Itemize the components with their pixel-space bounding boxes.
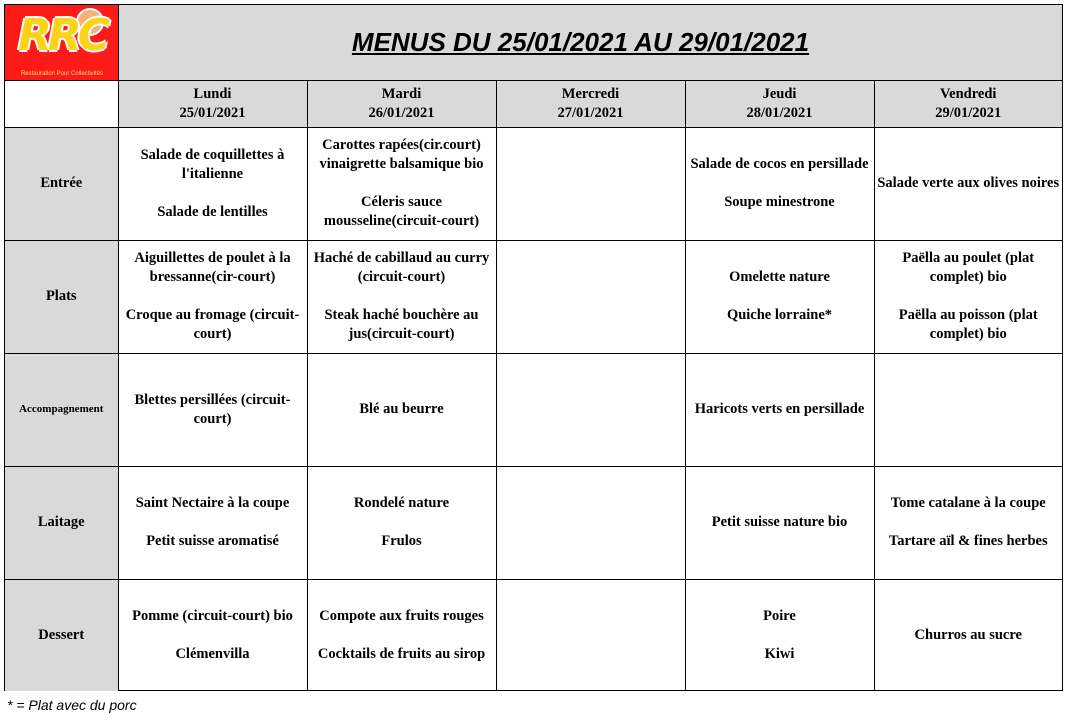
rrc-logo [5, 5, 119, 81]
dish-item: Paëlla au poisson (plat complet) bio [898, 307, 1038, 342]
dish-spacer [121, 626, 305, 645]
dish-spacer [310, 174, 494, 193]
logo-tagline: Restauration Pour Collectivités [20, 71, 104, 77]
menu-cell [118, 579, 307, 691]
logo-letters: RRC [17, 10, 107, 61]
menu-cell [496, 353, 685, 466]
menu-cell [307, 353, 496, 466]
corner-cell [5, 81, 118, 127]
day-date: 27/01/2021 [557, 104, 624, 121]
menu-table [5, 81, 1062, 691]
dish-item: Omelette nature [729, 269, 830, 285]
day-header-mercredi [496, 81, 685, 127]
menu-cell [685, 466, 874, 579]
menu-cell [874, 240, 1062, 353]
day-header-row [5, 81, 1062, 127]
dish-item: Carottes rapées(cir.court) vinaigrette balsamique bio [319, 137, 484, 172]
dish-item: Quiche lorraine* [726, 307, 833, 323]
dish-item: Blé au beurre [359, 401, 444, 417]
meal-label: Plats [5, 240, 118, 353]
day-header-jeudi [685, 81, 874, 127]
day-name: Mercredi [561, 85, 620, 102]
menu-cell [118, 466, 307, 579]
dish-item: Petit suisse aromatisé [146, 533, 279, 549]
menu-cell [685, 127, 874, 240]
day-header-lundi [118, 81, 307, 127]
dish-item: Salade de cocos en persillade [690, 156, 869, 172]
dish-item: Frulos [381, 533, 422, 549]
menu-cell [496, 579, 685, 691]
day-date: 29/01/2021 [935, 104, 1002, 121]
meal-row-3 [5, 466, 1062, 579]
day-name: Vendredi [940, 85, 997, 102]
dish-item: Salade de coquillettes à l'italienne [140, 146, 285, 182]
day-date: 25/01/2021 [179, 104, 246, 121]
dish-item: Clémenvilla [175, 645, 250, 662]
dish-item: Compote aux fruits rouges [319, 607, 484, 624]
dish-spacer [310, 513, 494, 532]
dish-spacer [121, 184, 305, 203]
dish-item: Paëlla au poulet (plat complet) bio [902, 250, 1035, 285]
meal-label: Laitage [5, 466, 118, 579]
menu-cell [874, 127, 1062, 240]
day-name: Mardi [381, 85, 422, 102]
footnote: * = Plat avec du porc [7, 697, 137, 713]
menu-cell [307, 579, 496, 691]
menu-cell [307, 127, 496, 240]
menu-cell [307, 240, 496, 353]
meal-row-1 [5, 240, 1062, 353]
dish-item: Steak haché bouchère au jus(circuit-court) [324, 307, 479, 342]
dish-item: Haché de cabillaud au curry (circuit-court) [313, 250, 490, 285]
menu-cell [496, 466, 685, 579]
dish-item: Petit suisse nature bio [711, 514, 848, 530]
dish-spacer [877, 287, 1061, 306]
dish-spacer [877, 513, 1061, 532]
page-title: MENUS DU 25/01/2021 AU 29/01/2021 [351, 27, 810, 57]
meal-label: Dessert [5, 579, 118, 691]
dish-spacer [310, 287, 494, 306]
menu-cell [874, 466, 1062, 579]
dish-item: Tartare aïl & fines herbes [888, 533, 1048, 549]
dish-item: Pomme (circuit-court) bio [132, 607, 293, 624]
menu-sheet [4, 4, 1063, 691]
dish-spacer [121, 513, 305, 532]
title-bar [119, 5, 1062, 81]
dish-item: Blettes persillées (circuit-court) [134, 391, 291, 427]
meal-label: Entrée [5, 127, 118, 240]
dish-item: Haricots verts en persillade [694, 401, 865, 417]
dish-spacer [688, 174, 872, 193]
dish-item: Salade verte aux olives noires [877, 175, 1060, 191]
day-name: Jeudi [762, 85, 797, 102]
menu-cell [685, 579, 874, 691]
day-date: 28/01/2021 [746, 104, 813, 121]
menu-cell [496, 127, 685, 240]
dish-item: Saint Nectaire à la coupe [135, 495, 290, 511]
dish-item: Rondelé nature [353, 495, 450, 511]
day-date: 26/01/2021 [368, 104, 435, 121]
dish-item: Céleris sauce mousseline(circuit-court) [323, 194, 480, 229]
dish-spacer [310, 626, 494, 645]
menu-cell [685, 353, 874, 466]
dish-item: Salade de lentilles [157, 203, 268, 220]
meal-row-0 [5, 127, 1062, 240]
dish-item: Poire [763, 607, 796, 624]
menu-cell [307, 466, 496, 579]
day-header-vendredi [874, 81, 1062, 127]
menu-cell [496, 240, 685, 353]
menu-cell [685, 240, 874, 353]
menu-cell [874, 353, 1062, 466]
dish-spacer [688, 626, 872, 645]
menu-cell [118, 353, 307, 466]
day-name: Lundi [193, 85, 232, 102]
dish-item: Croque au fromage (circuit-court) [125, 307, 300, 342]
dish-item: Tome catalane à la coupe [890, 495, 1046, 511]
dish-item: Soupe minestrone [724, 194, 835, 210]
dish-spacer [121, 287, 305, 306]
meal-label: Accompagnement [5, 353, 118, 466]
menu-cell [874, 579, 1062, 691]
dish-item: Churros au sucre [914, 626, 1022, 643]
meal-row-2 [5, 353, 1062, 466]
dish-item: Kiwi [764, 645, 795, 662]
dish-item: Aiguillettes de poulet à la bressanne(cir-court) [134, 250, 291, 285]
dish-spacer [688, 287, 872, 306]
meal-row-4 [5, 579, 1062, 691]
menu-cell [118, 240, 307, 353]
dish-item: Cocktails de fruits au sirop [317, 645, 486, 662]
menu-cell [118, 127, 307, 240]
day-header-mardi [307, 81, 496, 127]
